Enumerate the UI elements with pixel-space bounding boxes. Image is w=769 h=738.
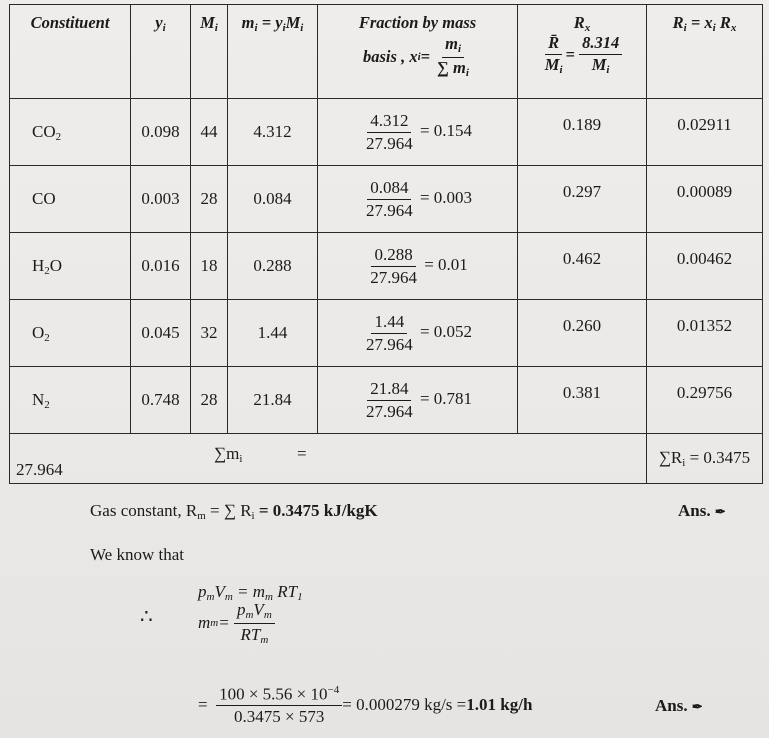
header-mole-fraction: $y_i$ (131, 5, 191, 99)
header-mass: $m_i = y_iM_i$ (228, 5, 318, 99)
header-molar-mass: $M_i$ (191, 5, 228, 99)
rbar-over-m: $\frac{R̄}{M_i}$ (544, 33, 563, 76)
molar-mass-cell: 32 (191, 300, 228, 367)
partial-gas-constant-cell: 0.00462 (647, 233, 763, 300)
we-know-that-text: We know that (90, 545, 184, 564)
mole-fraction-cell: 0.098 (131, 99, 191, 166)
gas-constant-cell: 0.381 (518, 367, 647, 434)
mass-cell: 21.84 (228, 367, 318, 434)
mole-fraction-cell: 0.003 (131, 166, 191, 233)
constituent-cell: $N_2$ (10, 367, 131, 434)
sum-mass-cell (10, 434, 647, 484)
mass-fraction-formula: $\frac{m_i}{\sum m_i}$ (437, 34, 469, 79)
sigma-m-label: $\sum m_i$ (214, 444, 243, 465)
header-constituent: Constituent (10, 5, 131, 99)
pen-icon: ✒ (714, 504, 726, 519)
constituent-cell: $CO_2$ (10, 99, 131, 166)
mole-fraction-cell: 0.045 (131, 300, 191, 367)
constituent-cell: $H_2O$ (10, 233, 131, 300)
answer-label-1: Ans. ✒ (678, 501, 726, 520)
partial-gas-constant-cell: 0.29756 (647, 367, 763, 434)
molar-mass-cell: 18 (191, 233, 228, 300)
mass-fraction-cell: $\frac{0.084}{27.964}$ = 0.003 (318, 166, 518, 233)
molar-mass-cell: 28 (191, 166, 228, 233)
fraction-title: Fraction by mass (358, 13, 477, 32)
constituent-cell: CO (10, 166, 131, 233)
gas-mixture-table (9, 4, 763, 484)
table-row (10, 367, 763, 434)
mass-flow-calculation: = $\frac{100 \times 5.56 \times 10^{-4}}{0.3475 \times 573}$ = 0.000279 kg/s = 1.01 kg/h (198, 684, 533, 727)
sum-r-cell: $\sum R_i = 0.3475$ (647, 434, 763, 484)
table-row (10, 233, 763, 300)
mole-fraction-cell: 0.748 (131, 367, 191, 434)
answer-label-2: Ans. ✒ (655, 696, 703, 715)
constituent-cell: $O_2$ (10, 300, 131, 367)
gas-constant-line: Gas constant, $R_m$ = ∑ $R_i = 0.3475$ kJ/kgK (90, 501, 378, 522)
mass-formula: m m = $\frac{p_mV_m}{RT_m}$ (198, 600, 275, 646)
molar-mass-cell: 44 (191, 99, 228, 166)
header-mass-fraction: Fraction by mass basis , x i = $\frac{m_i}{\sum m_i}$ (318, 5, 518, 99)
table-header-row (10, 5, 763, 99)
gas-constant-cell: 0.297 (518, 166, 647, 233)
gas-constant-cell: 0.189 (518, 99, 647, 166)
mass-cell: 4.312 (228, 99, 318, 166)
mass-fraction-cell: $\frac{21.84}{27.964}$ = 0.781 (318, 367, 518, 434)
mass-fraction-cell: $\frac{0.288}{27.964}$ = 0.01 (318, 233, 518, 300)
mass-cell: 0.084 (228, 166, 318, 233)
therefore-symbol: ∴ (140, 606, 153, 628)
ideal-gas-equation: $p_mV_m = m_m$ $RT_1$ (198, 582, 303, 603)
molar-mass-cell: 28 (191, 367, 228, 434)
partial-gas-constant-cell: 0.01352 (647, 300, 763, 367)
mole-fraction-cell: 0.016 (131, 233, 191, 300)
partial-gas-constant-cell: 0.02911 (647, 99, 763, 166)
mass-fraction-cell: $\frac{1.44}{27.964}$ = 0.052 (318, 300, 518, 367)
constant-over-m: $\frac{8.314}{M_i}$ (579, 34, 622, 77)
pen-icon: ✒ (691, 699, 703, 714)
table-row (10, 300, 763, 367)
gas-constant-cell: 0.462 (518, 233, 647, 300)
header-partial-gas-constant: $R_i = x_i$ $R_x$ (647, 5, 763, 99)
header-gas-constant: $R_x$ $\frac{R̄}{M_i}$ = $\frac{8.314}{M_i}$ (518, 5, 647, 99)
total-mass-value: 27.964 (16, 460, 63, 479)
table-row (10, 99, 763, 166)
sum-equals: = (297, 444, 307, 463)
mass-cell: 1.44 (228, 300, 318, 367)
mass-cell: 0.288 (228, 233, 318, 300)
gas-constant-cell: 0.260 (518, 300, 647, 367)
partial-gas-constant-cell: 0.00089 (647, 166, 763, 233)
table-row (10, 166, 763, 233)
table-sum-row (10, 434, 763, 484)
mass-fraction-cell: $\frac{4.312}{27.964}$ = 0.154 (318, 99, 518, 166)
